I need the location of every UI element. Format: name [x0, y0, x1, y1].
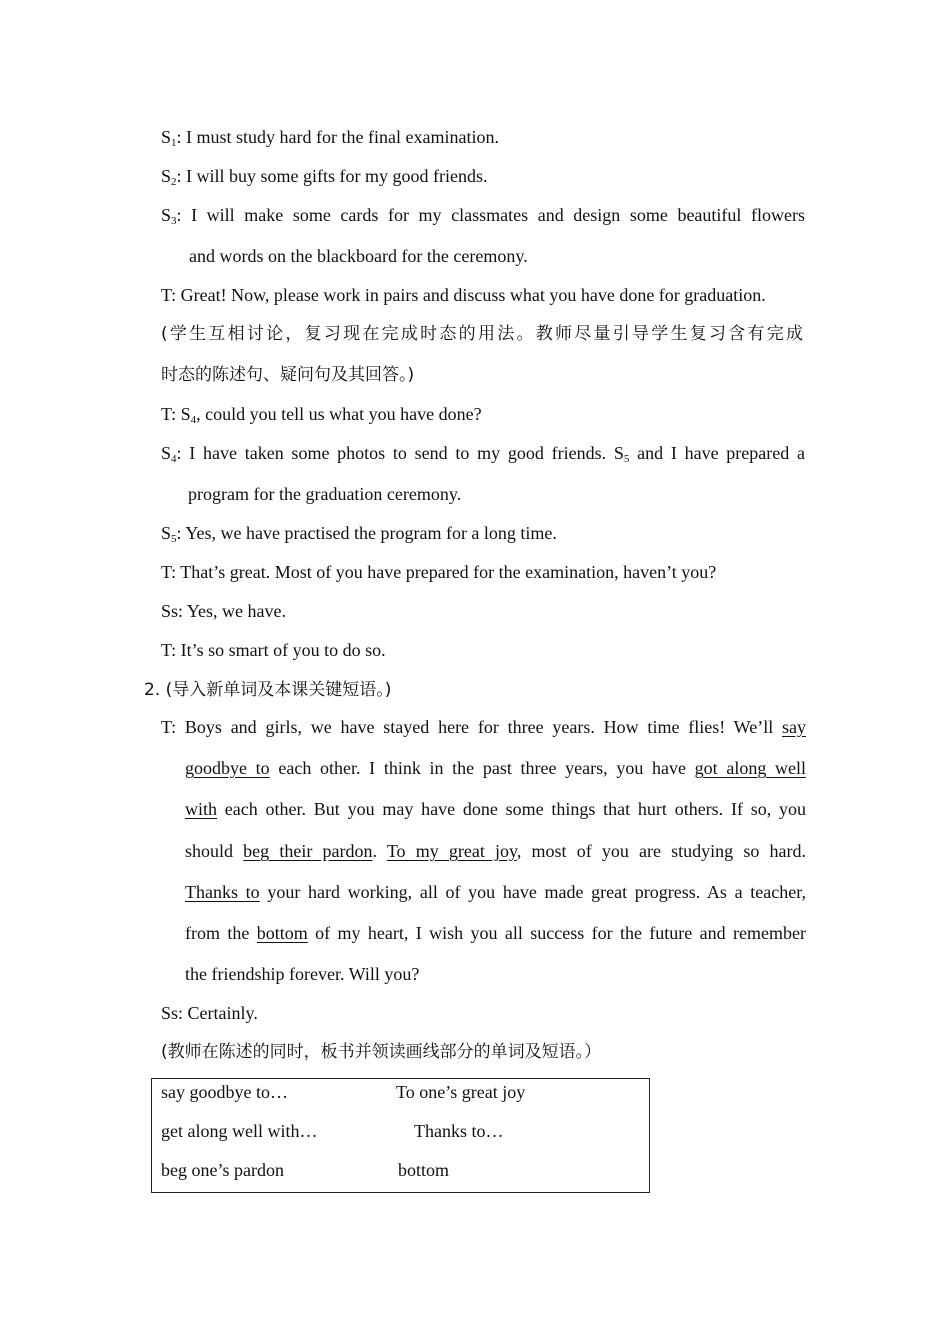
- text: of my heart, I wish you all success for the future and remember: [307, 923, 806, 943]
- line-s5: [161, 522, 557, 544]
- board-right-3: bottom: [398, 1160, 450, 1180]
- speaker: S: [161, 523, 172, 543]
- text: each other. But you may have done some things that hurt others. If so, you: [217, 799, 806, 819]
- text: T: Boys and girls, we have stayed here for three years. How time flies! We’ll: [161, 717, 782, 737]
- utterance: : I must study hard for the final examination.: [176, 127, 499, 147]
- board-left-2: get along well with…: [161, 1121, 318, 1141]
- underlined-phrase: say: [782, 717, 806, 737]
- text: from the: [185, 923, 257, 943]
- underlined-phrase: beg their pardon: [243, 841, 373, 861]
- speaker-subscript: 3: [171, 215, 177, 227]
- speaker: S: [161, 443, 172, 463]
- teacher-line-7: [185, 963, 419, 985]
- line-s4-2: [188, 483, 461, 505]
- utterance-continued: program for the graduation ceremony.: [188, 484, 462, 504]
- teacher-line-1: [161, 716, 806, 738]
- board-left-1: say goodbye to…: [161, 1082, 288, 1102]
- line-ss1: [161, 600, 286, 622]
- teacher-utterance: T: That’s great. Most of you have prepared for the examination, haven’t you?: [161, 562, 717, 582]
- line-note2: [161, 1041, 601, 1063]
- text: should: [185, 841, 244, 861]
- line-s2: [161, 165, 487, 187]
- students-utterance: Ss: Yes, we have.: [161, 601, 287, 621]
- line-t4: [161, 639, 386, 661]
- speaker: S: [161, 166, 172, 186]
- text: your hard working, all of you have made great progress. As a teacher,: [259, 882, 806, 902]
- teaching-note: (学生互相讨论，复习现在完成时态的用法。教师尽量引导学生复习含有完成: [161, 324, 803, 344]
- utterance-continued: and words on the blackboard for the ceremony.: [189, 246, 528, 266]
- line-t1: [161, 284, 766, 306]
- speaker-subscript: 4: [171, 453, 177, 465]
- speaker: S: [161, 127, 172, 147]
- text: .: [372, 841, 387, 861]
- underlined-phrase: To my great joy: [386, 841, 517, 861]
- underlined-phrase: with: [185, 799, 218, 819]
- teacher-line-2: [185, 757, 806, 779]
- utterance: : I will buy some gifts for my good friends.: [176, 166, 488, 186]
- teacher-line-6: [185, 922, 806, 944]
- teacher-utterance: T: Great! Now, please work in pairs and discuss what you have done for graduation.: [161, 285, 766, 305]
- teacher-utterance: T: S: [161, 404, 191, 424]
- students-utterance: Ss: Certainly.: [161, 1003, 258, 1023]
- teacher-line-3: [185, 798, 806, 820]
- line-note1-2: [161, 364, 414, 386]
- board-right-1: To one’s great joy: [396, 1082, 526, 1102]
- speaker-subscript: 2: [171, 176, 177, 188]
- speaker-subscript: 5: [171, 533, 177, 545]
- utterance: : Yes, we have practised the program for a long time.: [176, 523, 557, 543]
- line-s4-1: [161, 442, 805, 464]
- student-subscript: 4: [190, 414, 197, 426]
- text: each other. I think in the past three years, you have: [269, 758, 695, 778]
- underlined-phrase: got along well: [694, 758, 806, 778]
- utterance-rest: and I have prepared a: [629, 443, 805, 463]
- teacher-line-5: [185, 881, 806, 903]
- section-heading: 2. (导入新单词及本课关键短语。): [144, 680, 392, 700]
- speaker: S: [161, 205, 172, 225]
- line-t3: [161, 561, 716, 583]
- line-s3-1: [161, 204, 805, 226]
- line-t2: [161, 403, 482, 425]
- teaching-note: (教师在陈述的同时，板书并领读画线部分的单词及短语。）: [161, 1042, 602, 1062]
- section-2-heading: [144, 678, 391, 701]
- board-right-2: Thanks to…: [414, 1121, 504, 1141]
- teacher-utterance-rest: , could you tell us what you have done?: [196, 404, 482, 424]
- underlined-phrase: bottom: [256, 923, 308, 943]
- utterance: : I will make some cards for my classmates and design some beautiful flowers: [176, 205, 805, 225]
- underlined-phrase: goodbye to: [185, 758, 270, 778]
- line-s3-2: [189, 245, 528, 267]
- line-ss2: [161, 1002, 258, 1024]
- board-left-3: beg one’s pardon: [161, 1160, 284, 1180]
- student-subscript: 5: [623, 453, 630, 465]
- text: the friendship forever. Will you?: [185, 964, 420, 984]
- teacher-line-4: [185, 840, 806, 862]
- utterance: : I have taken some photos to send to my good friends. S: [176, 443, 624, 463]
- text: , most of you are studying so hard.: [516, 841, 806, 861]
- line-s1: [161, 126, 499, 148]
- underlined-phrase: Thanks to: [185, 882, 260, 902]
- line-note1-1: [161, 323, 803, 345]
- teacher-utterance: T: It’s so smart of you to do so.: [161, 640, 386, 660]
- speaker-subscript: 1: [171, 137, 177, 149]
- blackboard-phrases-box: [151, 1078, 650, 1193]
- teaching-note-continued: 时态的陈述句、疑问句及其回答。): [161, 365, 415, 385]
